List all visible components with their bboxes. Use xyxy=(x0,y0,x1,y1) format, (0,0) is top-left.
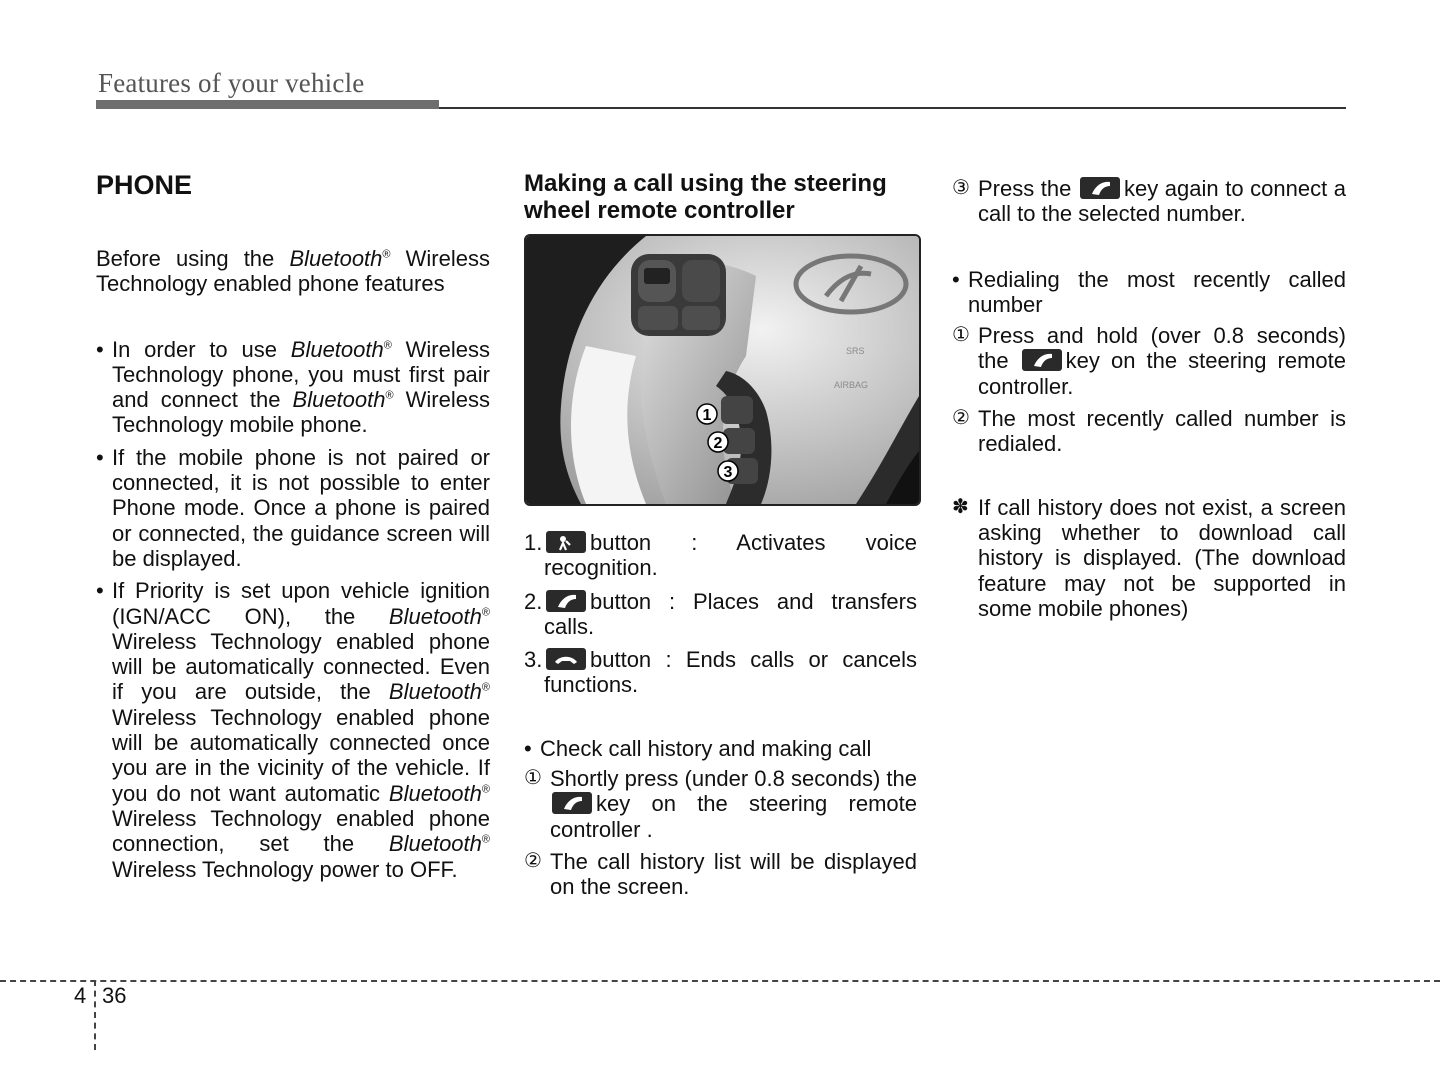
section-heading-steering: Making a call using the steering wheel remote controller xyxy=(524,170,887,224)
circled-number-2: ② xyxy=(952,407,970,430)
end-call-icon xyxy=(546,648,586,670)
b3-bluetooth-2: Bluetooth xyxy=(388,679,482,705)
check-history-text: Check call history and making call xyxy=(540,735,872,761)
bullet-redialing xyxy=(952,267,1346,318)
column-left xyxy=(96,170,490,882)
b1-text-a: In order to use xyxy=(112,336,291,362)
item-desc-end: button : Ends calls or cancels functions. xyxy=(544,647,917,698)
step-1-short-press xyxy=(524,766,917,842)
item-desc-call: button : Places and transfers calls. xyxy=(544,588,917,639)
r1-text-a: Press and hold (over 0.8 seconds) the xyxy=(978,323,1346,374)
b3-text-b: Wireless Technology enabled phone will be automatically connected. Even if you are outside, the xyxy=(112,628,490,705)
bullet-mark: • xyxy=(952,266,960,292)
bullet-mark: • xyxy=(96,578,104,604)
footer-dashed-divider xyxy=(94,980,96,1050)
b3-bluetooth-3: Bluetooth xyxy=(388,780,482,806)
note-asterisk-icon: ✽ xyxy=(952,495,969,518)
step3-text-a: Press the xyxy=(978,176,1072,201)
b2-text: If the mobile phone is not paired or connected, it is not possible to enter Phone mode. Once a phone is paired or connected, the guidance screen will be displayed. xyxy=(112,444,490,571)
registered-mark: ® xyxy=(481,783,490,796)
running-header: Features of your vehicle xyxy=(98,68,365,98)
b3-text-e: Wireless Technology power to OFF. xyxy=(112,856,458,882)
callout-3: 3 xyxy=(723,464,733,481)
r2-text: The most recently called number is redialed. xyxy=(978,406,1346,457)
voice-recognition-icon xyxy=(546,531,586,553)
bullet-mark: • xyxy=(524,735,532,761)
airbag-label: AIRBAG xyxy=(834,380,869,390)
registered-mark: ® xyxy=(385,389,394,402)
header-rule-thin xyxy=(439,107,1346,109)
b3-text-a: If Priority is set upon vehicle ignition (IGN/ACC ON), the xyxy=(112,578,490,629)
button-item-voice xyxy=(524,530,917,581)
bullet-mark: • xyxy=(96,336,104,362)
registered-mark: ® xyxy=(481,682,490,695)
srs-label: SRS xyxy=(846,346,865,356)
item-number: 3. xyxy=(524,647,543,673)
steering-wheel-illustration xyxy=(526,236,919,504)
circled-number-2: ② xyxy=(524,849,542,872)
registered-mark: ® xyxy=(481,833,490,846)
bullet-mark: • xyxy=(96,444,104,470)
b3-text-d: Wireless Technology enabled phone connection, set the xyxy=(112,805,490,857)
registered-mark: ® xyxy=(481,606,490,619)
intro-paragraph xyxy=(96,246,490,297)
intro-text-b: Wireless Technology enabled phone features xyxy=(96,246,490,297)
b1-bluetooth-2: Bluetooth xyxy=(292,387,386,413)
column-right xyxy=(952,170,1346,621)
callout-1: 1 xyxy=(702,407,712,424)
step1-text-b: key on the steering remote controller . xyxy=(550,791,917,842)
r1-text-b: key on the steering remote controller. xyxy=(978,348,1346,399)
step-3-connect xyxy=(952,176,1346,227)
redial-step-1 xyxy=(952,323,1346,399)
note-text: If call history does not exist, a screen asking whether to download call history is displayed. (The download feature may not be supported in some mobile phones) xyxy=(978,494,1346,621)
b1-text-b: Wireless Technology phone, you must first pair and connect the xyxy=(112,336,490,413)
bullet-not-paired xyxy=(96,445,490,571)
b3-bluetooth: Bluetooth xyxy=(388,603,482,629)
item-number: 1. xyxy=(524,530,543,555)
intro-text-a: Before using the xyxy=(96,246,290,271)
b1-text-c: Wireless Technology mobile phone. xyxy=(112,387,490,438)
page-number: 36 xyxy=(102,983,127,1008)
b3-text-c: Wireless Technology enabled phone will be automatically connected once you are in the vicinity of the vehicle. If you do not want automatic xyxy=(112,704,490,806)
circled-number-1: ① xyxy=(952,324,970,347)
button-item-call xyxy=(524,589,917,640)
call-icon xyxy=(552,792,592,814)
footer-dashed-rule xyxy=(0,980,1440,982)
call-icon xyxy=(1080,177,1120,199)
intro-bluetooth: Bluetooth xyxy=(289,246,383,271)
button-item-end xyxy=(524,647,917,698)
step1-text-a: Shortly press (under 0.8 seconds) the xyxy=(550,766,917,792)
b1-bluetooth: Bluetooth xyxy=(290,336,384,362)
bullet-pairing xyxy=(96,337,490,438)
registered-mark: ® xyxy=(382,248,391,261)
step-2-history-list xyxy=(524,849,917,900)
call-icon xyxy=(1022,349,1062,371)
b3-bluetooth-4: Bluetooth xyxy=(388,831,482,857)
registered-mark: ® xyxy=(383,339,392,352)
column-middle xyxy=(524,170,917,900)
circled-number-3: ③ xyxy=(952,177,970,199)
note-call-history xyxy=(952,495,1346,621)
bullet-priority xyxy=(96,578,490,882)
item-number: 2. xyxy=(524,588,543,614)
chapter-number: 4 xyxy=(74,983,87,1008)
step2-text: The call history list will be displayed on the screen. xyxy=(550,848,917,900)
circled-number-1: ① xyxy=(524,767,542,790)
step3-text-b: key again to connect a call to the selected number. xyxy=(978,176,1346,227)
redial-text: Redialing the most recently called number xyxy=(968,266,1346,317)
header-rule-thick xyxy=(96,100,439,109)
item-desc-voice: button : Activates voice recognition. xyxy=(544,530,917,581)
redial-step-2 xyxy=(952,406,1346,457)
call-icon xyxy=(546,590,586,612)
steering-wheel-figure xyxy=(524,234,921,506)
callout-2: 2 xyxy=(713,435,723,452)
bullet-check-history xyxy=(524,736,917,761)
section-heading-phone: PHONE xyxy=(96,170,193,200)
